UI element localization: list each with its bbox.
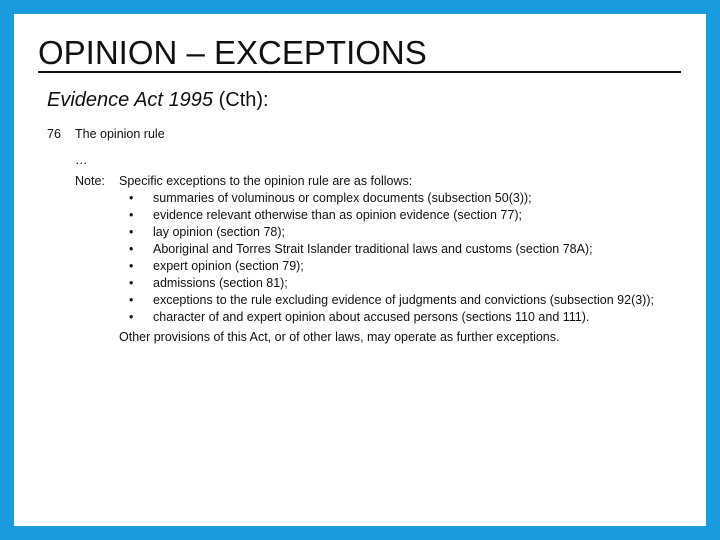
bullet-icon: •: [129, 276, 134, 290]
bullet-icon: •: [129, 242, 134, 256]
list-item: [129, 190, 654, 207]
list-item: [129, 207, 654, 224]
list-item: [129, 224, 654, 241]
list-item: [129, 275, 654, 292]
exception-text: lay opinion (section 78);: [153, 225, 286, 239]
bullet-icon: •: [129, 259, 134, 273]
list-item: [129, 258, 654, 275]
omission-ellipsis: …: [75, 153, 88, 167]
bullet-icon: •: [129, 225, 134, 239]
act-citation: [47, 90, 269, 110]
list-item: [129, 292, 654, 309]
section-number: 76: [47, 127, 61, 141]
exception-text: summaries of voluminous or complex documents (subsection 50(3));: [153, 191, 532, 205]
list-item: [129, 241, 654, 258]
note-intro: Specific exceptions to the opinion rule are as follows:: [119, 174, 413, 188]
title-underline: [38, 71, 681, 73]
slide: [14, 14, 706, 526]
bullet-icon: •: [129, 208, 134, 222]
exception-text: expert opinion (section 79);: [153, 259, 304, 273]
bullet-icon: •: [129, 293, 134, 307]
act-jurisdiction: (Cth):: [213, 89, 269, 111]
exception-text: character of and expert opinion about accused persons (sections 110 and 111).: [153, 310, 590, 324]
slide-title: OPINION – EXCEPTIONS: [38, 34, 427, 71]
exception-text: evidence relevant otherwise than as opinion evidence (section 77);: [153, 208, 522, 222]
bullet-icon: •: [129, 191, 134, 205]
exception-text: admissions (section 81);: [153, 276, 288, 290]
closing-note: Other provisions of this Act, or of other laws, may operate as further exceptions.: [119, 330, 560, 344]
exception-text: Aboriginal and Torres Strait Islander traditional laws and customs (section 78A);: [153, 242, 593, 256]
exceptions-list: [129, 190, 654, 326]
list-item: [129, 309, 654, 326]
exception-text: exceptions to the rule excluding evidence of judgments and convictions (subsection 92(3));: [153, 293, 654, 307]
section-title: The opinion rule: [75, 127, 165, 141]
act-name: Evidence Act 1995: [47, 89, 214, 111]
note-label: Note:: [75, 174, 105, 188]
bullet-icon: •: [129, 310, 134, 324]
